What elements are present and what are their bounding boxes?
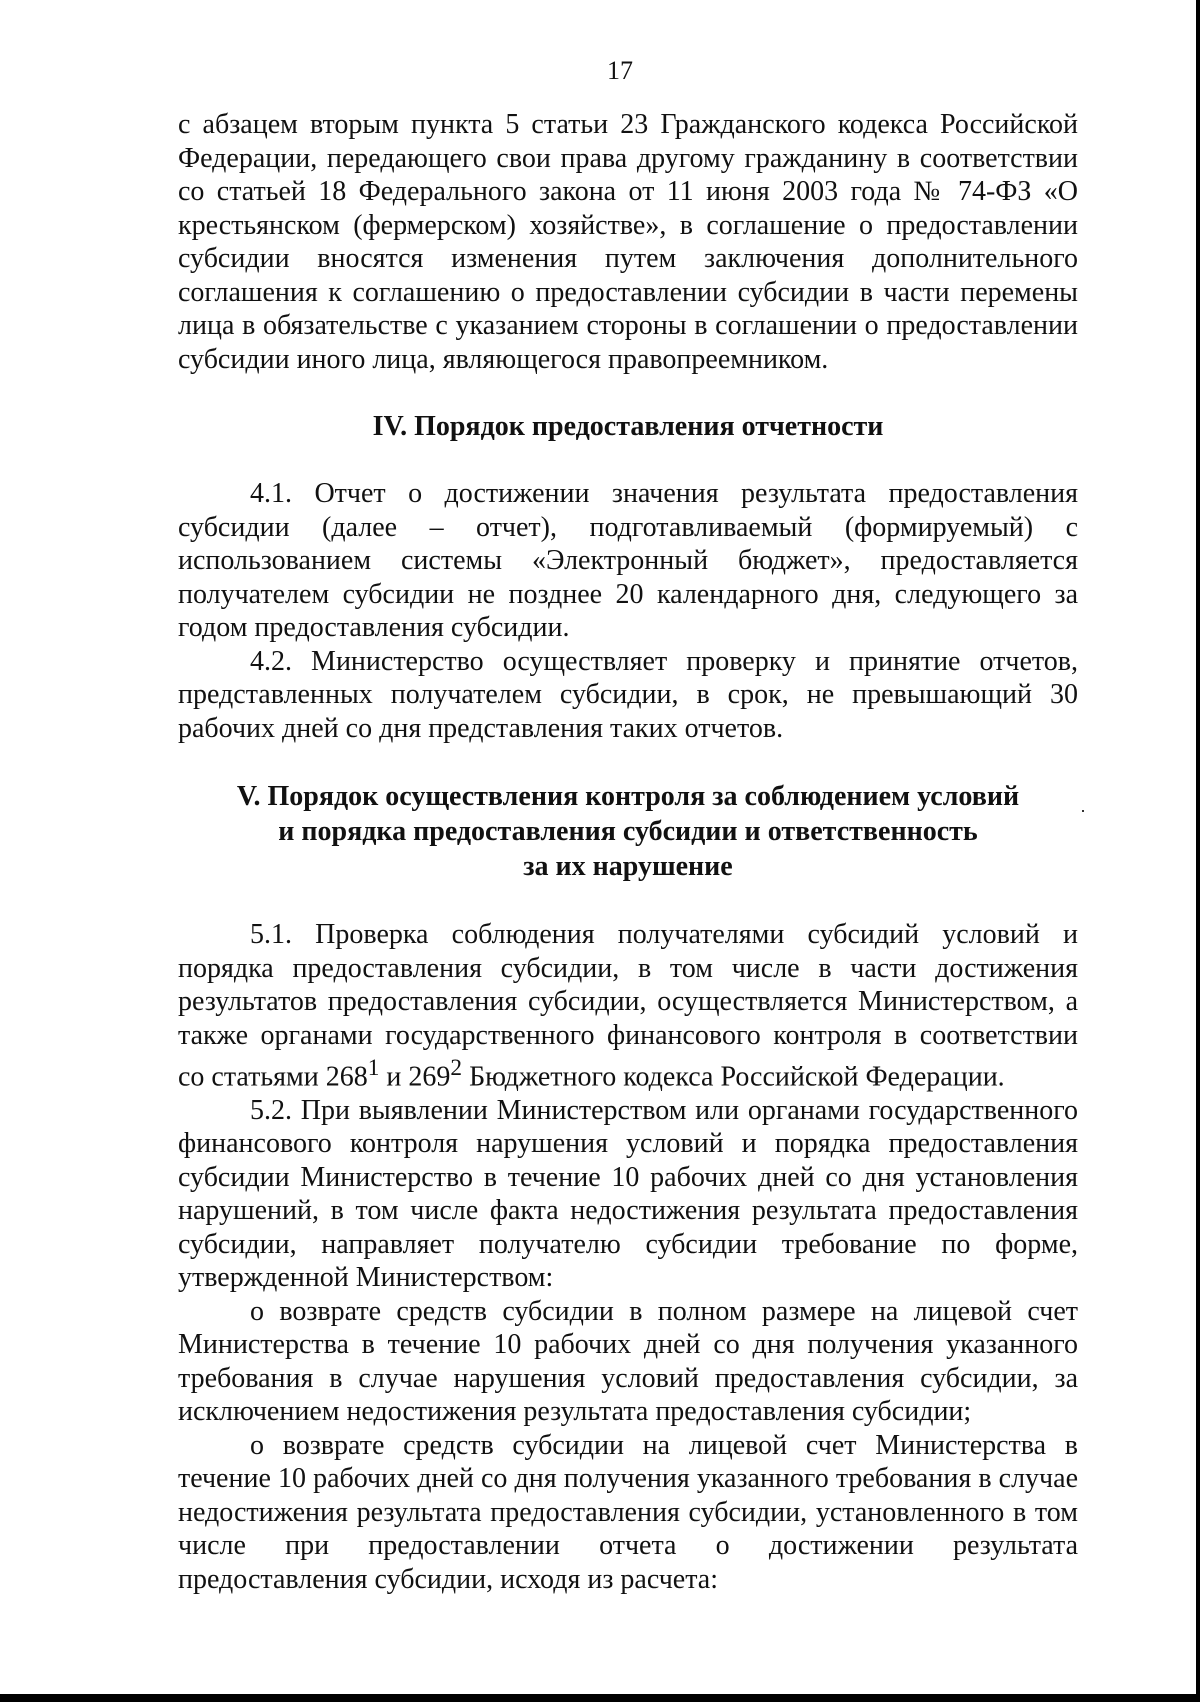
paragraph-5-1-text-b: и 269: [379, 1061, 451, 1093]
scan-edge-right: [1196, 0, 1200, 1702]
document-body: [178, 108, 1078, 1596]
paragraph-5-1-text-a: 5.1. Проверка соблюдения получателями субсидий условий и порядка предоставления субсидии, в том числе в части достижения результатов предоставления субсидии, осуществляется Министерством, а также органами государственного финансового контроля в соответствии со статьями 268: [178, 919, 1078, 1093]
paragraph-return-full: о возврате средств субсидии в полном размере на лицевой счет Министерства в течение 10 рабочих дней со дня получения указанного требования в случае нарушения условий предоставления субсидии, за исключением недостижения результата предоставления субсидии;: [178, 1295, 1078, 1428]
paragraph-5-1: [178, 918, 1078, 1094]
paragraph-intro: с абзацем вторым пункта 5 статьи 23 Гражданского кодекса Российской Федерации, передающего свои права другому гражданину в соответствии со статьей 18 Федерального закона от 11 июня 2003 года № 74-ФЗ «О крестьянском (фермерском) хозяйстве», в соглашение о предоставлении субсидии вносятся изменения путем заключения дополнительного соглашения к соглашению о предоставлении субсидии в части перемены лица в обязательстве с указанием стороны в соглашении о предоставлении субсидии иного лица, являющегося правопреемником.: [178, 109, 1078, 375]
section-4-heading: IV. Порядок предоставления отчетности: [372, 411, 884, 442]
superscript-2: 2: [450, 1055, 463, 1081]
paragraph-4-2: 4.2. Министерство осуществляет проверку и принятие отчетов, представленных получателем субсидии, в срок, не превышающий 30 рабочих дней со дня представления таких отчетов.: [178, 645, 1078, 744]
page-number: 17: [607, 56, 633, 85]
scan-edge-bottom: [0, 1694, 1200, 1702]
section-5-heading-line-3: за их нарушение: [523, 851, 733, 882]
paragraph-5-1-text-c: Бюджетного кодекса Российской Федерации.: [462, 1061, 1005, 1093]
section-5-heading-line-2: и порядка предоставления субсидии и ответственность: [278, 816, 978, 847]
paragraph-4-1: 4.1. Отчет о достижении значения результата предоставления субсидии (далее – отчет), подготавливаемый (формируемый) с использованием системы «Электронный бюджет», предоставляется получателем субсидии не позднее 20 календарного дня, следующего за годом предоставления субсидии.: [178, 478, 1078, 643]
superscript-1: 1: [367, 1055, 380, 1081]
paragraph-5-2: 5.2. При выявлении Министерством или органами государственного финансового контроля нарушения условий и порядка предоставления субсидии Министерство в течение 10 рабочих дней со дня установления нарушений, в том числе факта недостижения результата предоставления субсидии, направляет получателю субсидии требование по форме, утвержденной Министерством:: [178, 1094, 1078, 1294]
scan-speck: [1082, 810, 1084, 812]
section-5-heading: [178, 779, 1078, 884]
paragraph-return-result: о возврате средств субсидии на лицевой счет Министерства в течение 10 рабочих дней со дня получения указанного требования в случае недостижения результата предоставления субсидии, установленного в том числе при предоставлении отчета о достижении результата предоставления субсидии, исходя из расчета:: [178, 1429, 1078, 1595]
section-5-heading-line-1: V. Порядок осуществления контроля за соблюдением условий: [236, 781, 1020, 812]
